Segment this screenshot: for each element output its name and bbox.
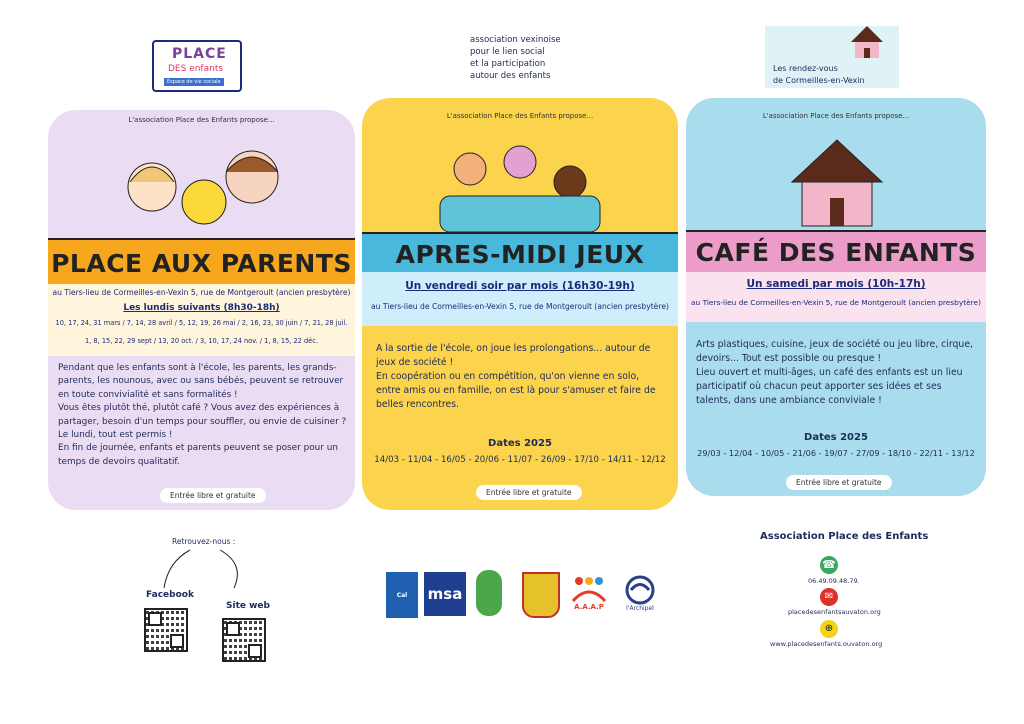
info-band <box>686 272 986 322</box>
assoc-line-3: et la participation <box>470 59 546 69</box>
logo-sub-text: DES enfants <box>168 64 224 74</box>
partner-caf-logo <box>386 572 418 618</box>
email-icon: ✉ <box>820 588 838 606</box>
card-body: Pendant que les enfants sont à l'école, les parents, les grands-parents, les nounous, avec ou sans bébés, peuvent se retrouver en toute convivialité et sans formalités ! Vous êtes plutôt thé, plutôt café ? Vous avez des expériences à partager, besoin d'un temps pour souffler, ou envie de cuisiner ? Le lundi, tout est permis ! En fin de journée, enfants et parents peuvent se poser pour un temps de devoirs qualitatif. <box>58 363 347 467</box>
entry-badge: Entrée libre et gratuite <box>160 488 266 503</box>
dates-title: Dates 2025 <box>488 438 552 449</box>
card-apres-midi-jeux <box>362 98 678 510</box>
partner-parc-vexin-logo <box>476 570 502 616</box>
card-place-aux-parents <box>48 110 355 510</box>
phone-number[interactable]: 06.49.09.48.79. <box>808 577 860 585</box>
phone-icon: ☎ <box>820 556 838 574</box>
archipel-swirl-icon <box>625 575 655 605</box>
card-intro: L'association Place des Enfants propose... <box>446 112 594 120</box>
rendez-vous-box <box>765 26 899 88</box>
dates-title: Dates 2025 <box>804 432 868 443</box>
info-band <box>362 272 678 326</box>
card-dates-line-2: 1, 8, 15, 22, 29 sept / 13, 20 oct. / 3, 10, 17, 24 nov. / 1, 8, 15, 22 déc. <box>85 337 318 345</box>
entry-badge: Entrée libre et gratuite <box>476 485 582 500</box>
association-name: Association Place des Enfants <box>760 531 929 542</box>
partner-cormeilles-crest-logo <box>522 572 560 618</box>
aaap-text: A.A.A.P <box>574 603 604 611</box>
card-intro: L'association Place des Enfants propose... <box>128 116 275 124</box>
facebook-label[interactable]: Facebook <box>146 590 194 600</box>
card-schedule: Un vendredi soir par mois (16h30-19h) <box>405 280 635 292</box>
entry-badge: Entrée libre et gratuite <box>786 475 892 490</box>
card-location: au Tiers-lieu de Cormeilles-en-Vexin 5, rue de Montgeroult (ancien presbytère) <box>371 302 669 311</box>
partner-aaap-logo <box>565 570 613 616</box>
gingerbread-house-illustration <box>782 132 892 228</box>
card-dates-line-1: 10, 17, 24, 31 mars / 7, 14, 28 avril / 5, 12, 19, 26 mai / 2, 16, 23, 30 juin / 7, 21, 28 juil. <box>55 319 348 327</box>
card-body: A la sortie de l'école, on joue les prolongations... autour de jeux de société ! En coopération ou en compétition, qu'on vienne en solo, entre amis ou en famille, on est là pour s'amuser et faire de belles rencontres. <box>376 343 656 410</box>
archipel-text: l'Archipel <box>626 604 654 612</box>
rdv-line-1: Les rendez-vous <box>773 64 838 73</box>
partner-archipel-logo <box>620 568 660 618</box>
dates-list: 14/03 - 11/04 - 16/05 - 20/06 - 11/07 - 26/09 - 17/10 - 14/11 - 12/12 <box>374 455 666 465</box>
card-schedule: Les lundis suivants (8h30-18h) <box>123 303 280 313</box>
email-address[interactable]: placedesenfantsauvaton.org <box>788 608 881 616</box>
facebook-qr-code[interactable] <box>144 608 188 652</box>
card-location: au Tiers-lieu de Cormeilles-en-Vexin 5, rue de Montgeroult (ancien presbytère) <box>691 298 981 307</box>
card-intro: L'association Place des Enfants propose... <box>762 112 910 120</box>
retrouvez-nous: Retrouvez-nous : <box>172 537 236 546</box>
caf-text: Cal <box>396 591 408 599</box>
title-band <box>48 238 355 286</box>
card-title: PLACE AUX PARENTS <box>51 249 352 278</box>
website-icon: ⊕ <box>820 620 838 638</box>
assoc-line-4: autour des enfants <box>470 71 551 81</box>
title-band <box>362 232 678 274</box>
assoc-line-2: pour le lien social <box>470 47 545 57</box>
gingerbread-house-icon <box>847 22 887 60</box>
title-band <box>686 230 986 274</box>
card-title: CAFÉ DES ENFANTS <box>695 238 977 267</box>
logo-main-text: PLACE <box>172 46 227 62</box>
rdv-line-2: de Cormeilles-en-Vexin <box>773 76 865 85</box>
website-qr-code[interactable] <box>222 618 266 662</box>
card-body: Arts plastiques, cuisine, jeux de société ou jeu libre, cirque, devoirs... Tout est possible ou presque ! Lieu ouvert et multi-âges, un café des enfants est un lieu participatif où chacun peut apporter ses idées et ses talents, dans une ambiance conviviale ! <box>696 339 973 406</box>
partner-msa-logo <box>424 572 466 616</box>
place-des-enfants-logo <box>152 40 242 92</box>
people-icon <box>569 575 609 603</box>
board-game-illustration <box>420 134 620 234</box>
card-title: APRES-MIDI JEUX <box>395 240 645 269</box>
logo-tagline: Espace de vie sociale <box>164 78 224 86</box>
info-band <box>48 284 355 356</box>
parents-faces-illustration <box>112 132 292 232</box>
card-location: au Tiers-lieu de Cormeilles-en-Vexin 5, rue de Montgeroult (ancien presbytère) <box>52 288 351 297</box>
dates-list: 29/03 - 12/04 - 10/05 - 21/06 - 19/07 - 27/09 - 18/10 - 22/11 - 13/12 <box>697 448 975 458</box>
arrows-doodle-icon <box>150 544 250 594</box>
msa-text: msa <box>427 585 463 603</box>
association-description <box>470 34 580 82</box>
assoc-line-1: association vexinoise <box>470 35 561 45</box>
card-cafe-des-enfants <box>686 98 986 496</box>
card-schedule: Un samedi par mois (10h-17h) <box>746 278 926 290</box>
siteweb-label[interactable]: Site web <box>226 601 270 611</box>
website-url[interactable]: www.placedesenfants.ouvaton.org <box>770 640 883 648</box>
